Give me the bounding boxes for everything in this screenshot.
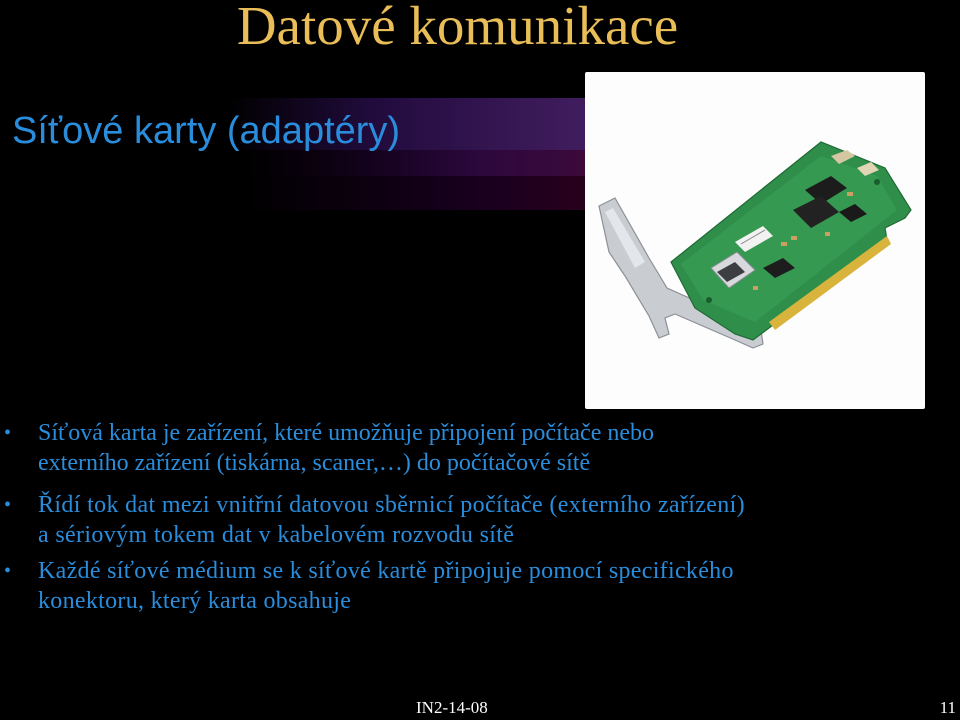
bullet-dot-icon: • [4, 494, 12, 516]
bullet-dot-icon: • [4, 560, 12, 582]
bullet-line: Řídí tok dat mezi vnitřní datovou sběrnicí počítače (externího zařízení) [38, 492, 745, 518]
bullet-line: Každé síťové médium se k síťové kartě připojuje pomocí specifického [38, 558, 734, 584]
network-card-illustration [585, 72, 925, 409]
bullet-line: konektoru, který karta obsahuje [38, 588, 352, 614]
bullet-item [0, 418, 960, 478]
footer-code: IN2-14-08 [416, 698, 488, 717]
slide-title: Datové komunikace [236, 0, 679, 56]
bullet-line: a sériovým tokem dat v kabelovém rozvodu sítě [38, 522, 515, 548]
bullet-list [0, 418, 960, 628]
bullet-line: Síťová karta je zařízení, které umožňuje připojení počítače nebo [38, 420, 654, 446]
page-number: 11 [939, 698, 956, 717]
bullet-dot-icon: • [4, 422, 12, 444]
bullet-line: externího zařízení (tiskárna, scaner,…) do počítačové sítě [38, 450, 591, 476]
network-card-photo [585, 72, 925, 409]
bullet-item [0, 556, 960, 616]
bullet-item [0, 490, 960, 550]
slide-subtitle: Síťové karty (adaptéry) [12, 110, 401, 152]
subtitle-shadow [0, 150, 600, 210]
